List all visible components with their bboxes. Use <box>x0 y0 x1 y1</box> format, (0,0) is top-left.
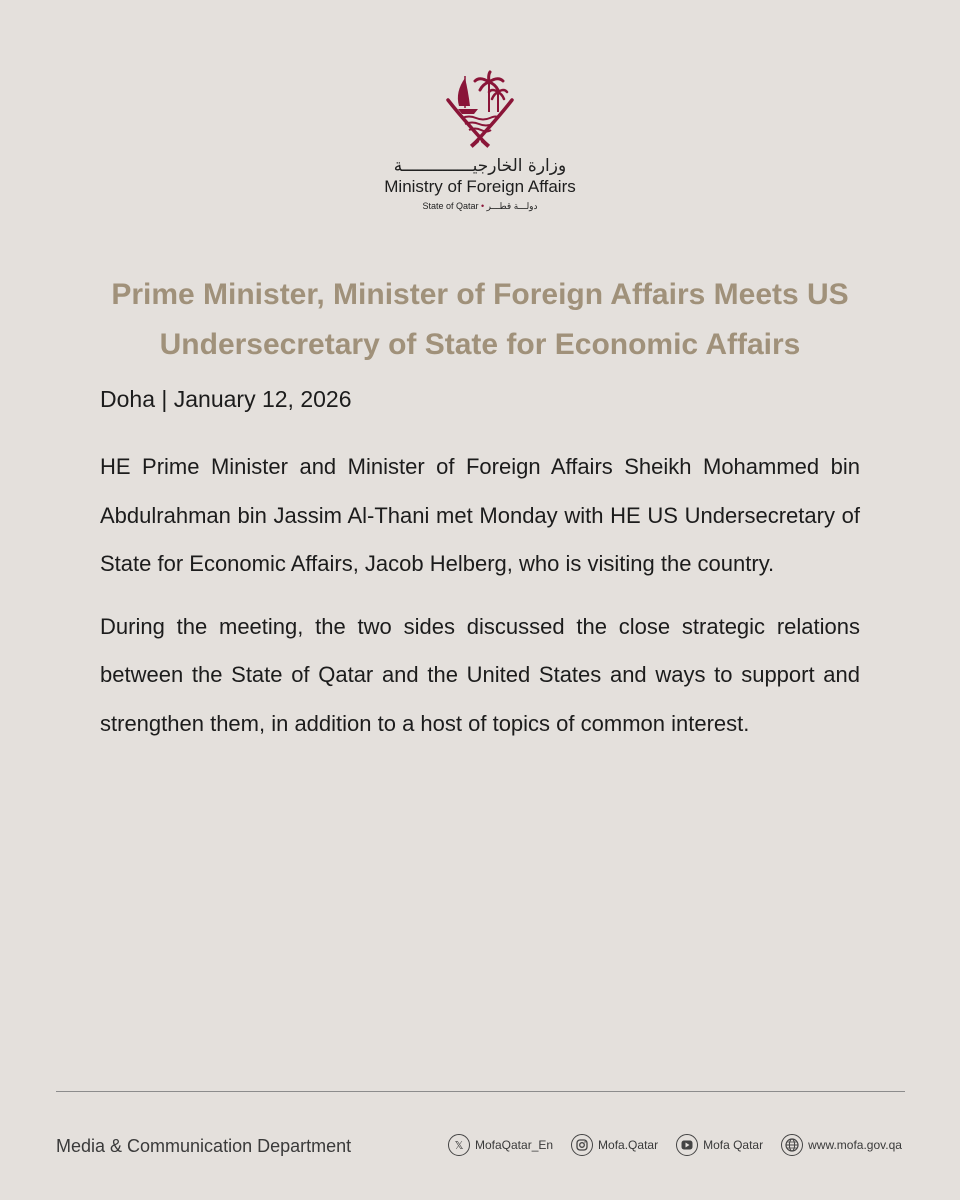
ministry-english-name: Ministry of Foreign Affairs <box>384 177 576 196</box>
social-website-label: www.mofa.gov.qa <box>808 1138 902 1152</box>
title-line-1: Prime Minister, Minister of Foreign Affairs Meets US <box>111 278 849 311</box>
globe-icon <box>781 1134 803 1156</box>
paragraph-1: HE Prime Minister and Minister of Foreign Affairs Sheikh Mohammed bin Abdulrahman bin Jassim Al-Thani met Monday with HE US Undersecretary of State for Economic Affairs, Jacob Helberg, who is visiting the country. <box>100 454 860 576</box>
social-x[interactable] <box>448 1134 553 1156</box>
instagram-icon <box>571 1134 593 1156</box>
ministry-arabic-name: وزارة الخارجيــــــــــــــة <box>393 156 567 176</box>
social-website[interactable] <box>781 1134 902 1156</box>
article-body <box>100 443 860 762</box>
qatar-emblem-icon <box>442 70 518 152</box>
paragraph-2: During the meeting, the two sides discussed the close strategic relations between the State of Qatar and the United States and ways to support and strengthen them, in addition to a host of topics of common interest. <box>100 613 860 736</box>
social-x-label: MofaQatar_En <box>475 1138 554 1152</box>
state-english: State of Qatar <box>422 201 479 211</box>
state-line <box>0 201 960 212</box>
state-arabic: دولـــة قطـــر <box>486 201 538 211</box>
social-youtube[interactable] <box>676 1134 763 1156</box>
article-title <box>60 270 900 370</box>
social-links <box>448 1134 902 1156</box>
youtube-icon <box>676 1134 698 1156</box>
social-instagram-label: Mofa.Qatar <box>598 1138 659 1152</box>
social-instagram[interactable] <box>571 1134 658 1156</box>
separator-dot-icon: • <box>480 201 487 211</box>
ministry-header <box>0 70 960 212</box>
dateline: Doha | January 12, 2026 <box>100 386 352 412</box>
department-name: Media & Communication Department <box>56 1136 352 1156</box>
x-icon: 𝕏 <box>448 1134 470 1156</box>
title-line-2: Undersecretary of State for Economic Affairs <box>159 328 801 361</box>
footer-divider <box>56 1091 905 1092</box>
social-youtube-label: Mofa Qatar <box>703 1138 764 1152</box>
